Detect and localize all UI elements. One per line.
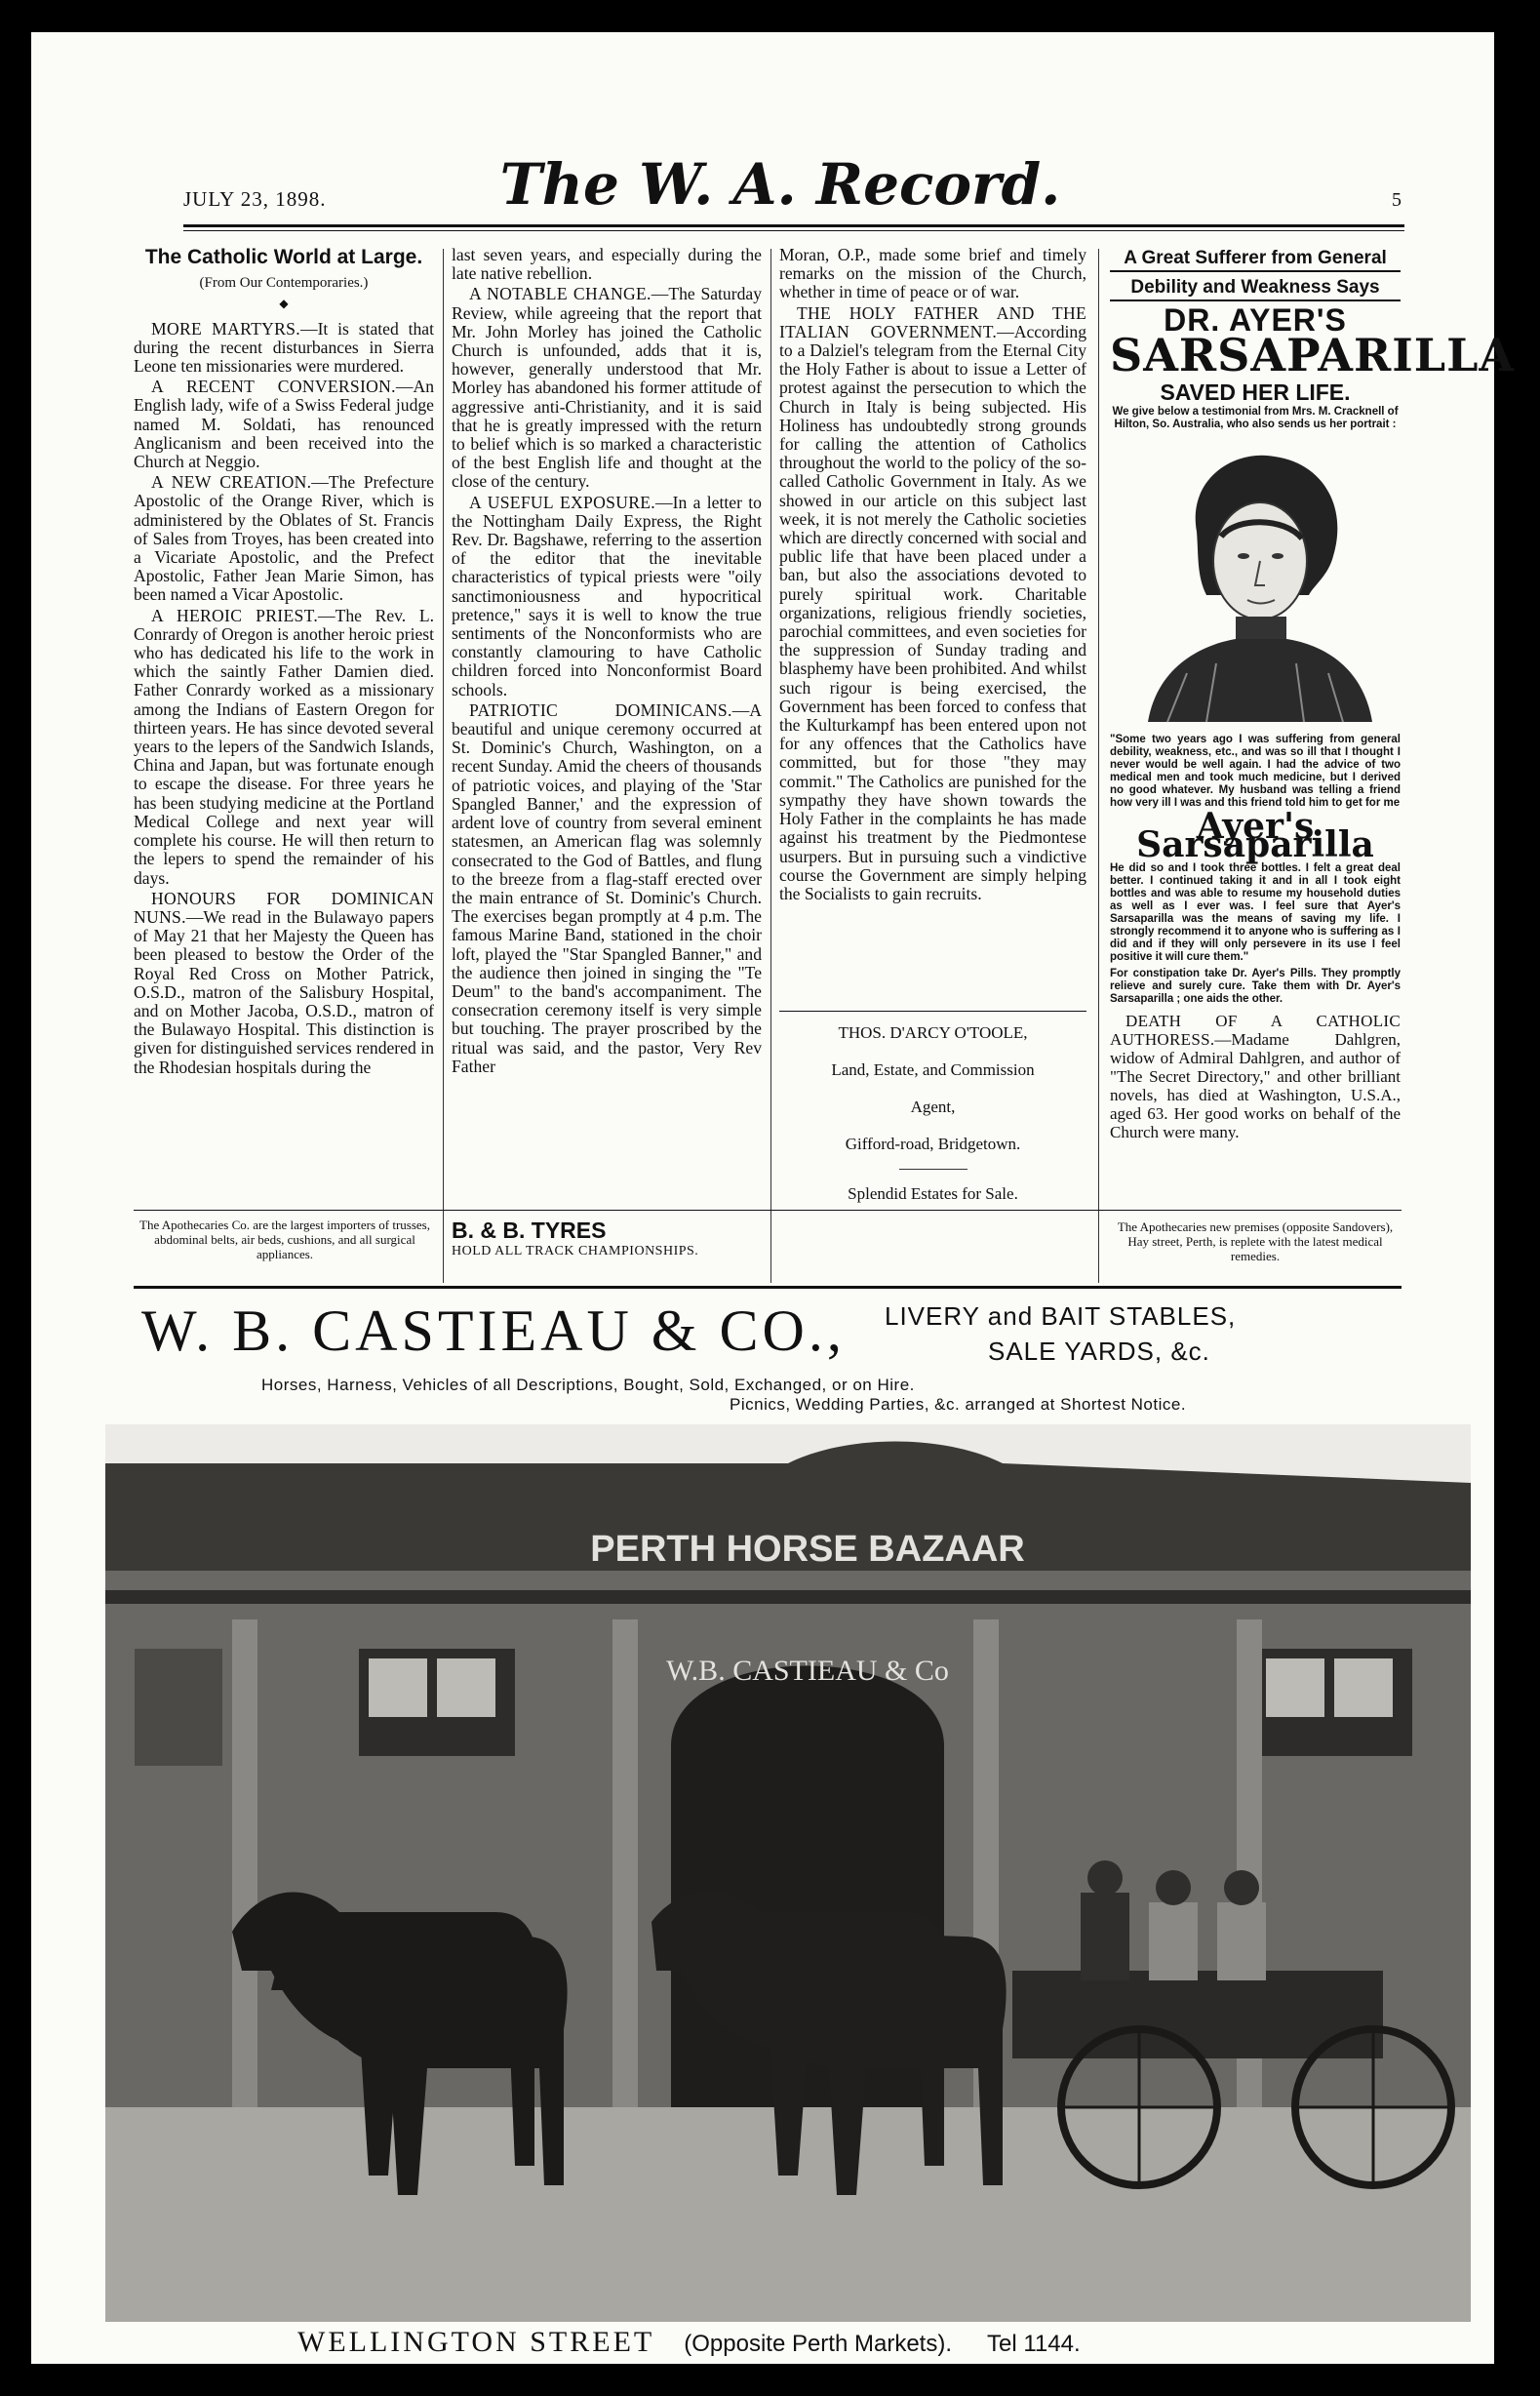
article-heading: The Catholic World at Large.	[144, 246, 423, 268]
paragraph-label: PATRIOTIC DOMINICANS.	[469, 699, 732, 720]
issue-date: JULY 23, 1898.	[183, 187, 327, 211]
paragraph: A RECENT CONVERSION.—An English lady, wife of a Swiss Federal judge named M. Soldati, has renounced Anglicanism and been received into the Church at Neggio.	[134, 377, 434, 472]
paragraph-label: A HEROIC PRIEST.	[151, 605, 319, 625]
ad-headline: A Great Sufferer from General	[1110, 249, 1401, 272]
paragraph: THE HOLY FATHER AND THE ITALIAN GOVERNMENT.—According to a Dalziel's telegram from the Eternal City the Holy Father is about to issue a Letter of protest against the persecution to which the Church in Italy is being subjected. His Holiness has undoubtedly strong grounds for calling the attention of Catholics throughout the world to the policy of the so-called Catholic Government in Italy. As we showed in our article on this subject last week, it is not merely the Catholic societies which are directly concerned with social and public life that have been placed under a ban, but also the associations devoted to purely spiritual work. Charitable organizations, religious friendly societies, parochial committees, and even societies for the suppression of Sunday trading and blasphemy have been prohibited. And whilst such rigour is being exercised, the Government has been forced to confess that the Kulturkampf has been entered upon not for any offences that the Catholics have committed, but for those "they may commit." The Catholics are punished for the sympathy they have shown towards the Holy Father in the complaints he has made against his treatment by the Piedmontese usurpers. But in pursuing such a vindictive course the Government are simply helping the Socialists to gain recruits.	[779, 302, 1086, 903]
page-header	[151, 146, 1409, 224]
ad-slogan: SAVED HER LIFE.	[1160, 379, 1351, 405]
header-rule	[183, 224, 1404, 227]
paragraph: A HEROIC PRIEST.—The Rev. L. Conrardy of Oregon is another heroic priest who has dedicated his life to the work in which the saintly Father Damien died. Father Conrardy worked as a missionary among the Indians of Eastern Oregon for thirteen years. He has since devoted several years to the lepers of the Sandwich Islands, China and Japan, but was fortunate enough to escape the disease. For three years he has been studying medicine at the Portland Medical College and next year will complete his course. He will then return to the lepers to spend the remainder of his days.	[134, 605, 434, 888]
street-name: WELLINGTON STREET	[297, 2326, 655, 2358]
apothecaries-ad-right: The Apothecaries new premises (opposite Sandovers), Hay street, Perth, is replete with the latest medical remedies.	[1117, 1219, 1394, 1263]
tyres-advert: B. & B. TYRES HOLD ALL TRACK CHAMPIONSHIPS.	[452, 1218, 762, 1259]
sign-perth-horse-bazaar: PERTH HORSE BAZAAR	[590, 1529, 1025, 1570]
paragraph: A USEFUL EXPOSURE.—In a letter to the Nottingham Daily Express, the Right Rev. Dr. Bagshawe, referring to the assertion of the editor that the inevitable characteristics of typical priests were "oily sanctimoniousness and hypocritical pretence," says it is well to know the true sentiments of the Nonconformists who are constantly clamouring to have Catholic children forced into Nonconformist Board schools.	[452, 492, 762, 699]
paragraph: MORE MARTYRS.—It is stated that during the recent disturbances in Sierra Leone ten missionaries were murdered.	[134, 318, 434, 377]
brand-name: DR. AYER'S	[1164, 302, 1347, 339]
column-divider	[443, 249, 444, 1283]
paragraph-label: A NOTABLE CHANGE.	[469, 284, 652, 304]
telephone: Tel 1144.	[987, 2331, 1081, 2357]
section-rule	[134, 1286, 1402, 1289]
page-number: 5	[1392, 189, 1402, 211]
paragraph-label: THE HOLY FATHER AND THE ITALIAN GOVERNMENT.	[779, 302, 1086, 341]
brand-product: SARSAPARILLA	[1110, 328, 1516, 381]
paragraph: HONOURS FOR DOMINICAN NUNS.—We read in the Bulawayo papers of May 21 that her Majesty the Queen has been pleased to bestow the Order of the Royal Red Cross on Mother Patrick, O.S.D., matron of the Salisbury Hospital, and on Mother Jacoba, O.S.D., matron of the Bulawayo Hospital. This distinction is given for distinguished services rendered in the Rhodesian hospitals during the	[134, 888, 434, 1077]
article-column-1	[134, 246, 434, 1207]
header-rule-thin	[183, 230, 1404, 231]
article-column-2	[452, 246, 762, 1207]
ad-headline-2: Debility and Weakness Says	[1110, 278, 1401, 301]
ornament: ◆	[279, 297, 289, 311]
advertiser-name: THOS. D'ARCY O'TOOLE,	[838, 1023, 1028, 1042]
column-divider	[1098, 249, 1099, 1283]
masthead: The W. A. Record.	[499, 151, 1061, 218]
footer-rule	[134, 1210, 1402, 1211]
sign-castieau: W.B. CASTIEAU & Co	[666, 1655, 949, 1687]
product-name: Ayer's Sarsaparilla	[1136, 806, 1374, 866]
otoole-advert: THOS. D'ARCY O'TOOLE, Land, Estate, and Commission Agent, Gifford-road, Bridgetown. Splendid Estates for Sale.	[779, 1015, 1086, 1213]
article-column-3	[779, 246, 1086, 1002]
woman-portrait-image	[1128, 439, 1382, 722]
paragraph-label: A USEFUL EXPOSURE.	[469, 492, 655, 512]
paragraph-label: MORE MARTYRS.	[151, 318, 300, 339]
paragraph-label: HONOURS FOR DOMINICAN NUNS.	[134, 888, 434, 927]
divider	[899, 1169, 967, 1170]
death-notice: DEATH OF A CATHOLIC AUTHORESS.—Madame Dahlgren, widow of Admiral Dahlgren, and author of "The Secret Directory," and other brilliant novels, has died at Washington, U.S.A., aged 63. Her good works on behalf of the Church were many.	[1110, 1012, 1401, 1142]
ayer-advert: A Great Sufferer from General Debility and Weakness Says DR. AYER'S SARSAPARILLA SAVED HER LIFE. We give below a testimonial from Mrs. M. Cracknell of Hilton, So. Australia, who also sends us her portrait : "Some two years ago I was suffering from general debility, weakness, etc., and was so ill that I thought I never would be well again. I had the advice of two medical men and took much medicine, but I derived no good whatever. My husband was telling a friend how very ill I was and this friend told him to get for me Ayer's Sarsaparilla He did so and I took three bottles. I felt a great deal better. I continued taking it and in all I took eight bottles and was able to resume my household duties as well as I ever was. I feel sure that Ayer's Sarsaparilla was the means of saving my life. I strongly recommend it to anyone who is suffering as I did and if they will only persevere in its use I feel positive it will cure them." For constipation take Dr. Ayer's Pills. They promptly relieve and surely cure. Take them with Dr. Ayer's Sarsaparilla ; one aids the other. DEATH OF A CATHOLIC AUTHORESS.—Madame Dahlgren, widow of Admiral Dahlgren, and author of "The Secret Directory," and other brilliant novels, has died at Washington, U.S.A., aged 63. Her good works on behalf of the Church were many.	[1110, 248, 1516, 1142]
column-divider	[770, 249, 771, 1283]
paragraph: A NOTABLE CHANGE.—The Saturday Review, while agreeing that the report that Mr. John Morley has joined the Catholic Church is unfounded, adds that it is, however, generally understood that Mr. Morley has abandoned his former attitude of aggressive anti-Christianity, and it is said that he is greatly impressed with the return to belief which is so marked a characteristic of the best English life and thought at the close of the century.	[452, 284, 762, 492]
paragraph-label: A RECENT CONVERSION.	[151, 377, 396, 397]
paragraph: A NEW CREATION.—The Prefecture Apostolic of the Orange River, which is administered by the Oblates of St. Francis of Sales from Troyes, has been created into a Vicariate Apostolic, and the Prefect Apostolic, Father Jean Marie Simon, has been named a Vicar Apostolic.	[134, 472, 434, 605]
paragraph: PATRIOTIC DOMINICANS.—A beautiful and unique ceremony occurred at St. Dominic's Church, Washington, on a recent Sunday. Amid the cheers of thousands of patriotic voices, and playing of the 'Star Spangled Banner,' and the expression of ardent love of country from several eminent statesmen, an American flag was solemnly consecrated to the God of Battles, and flung to the breeze from a flag-staff erected over the main entrance of St. Dominic's Church. The exercises began promptly at 4 p.m. The famous Marine Band, stationed in the choir loft, played the "Star Spangled Banner," and the audience then joined in singing the "Te Deum" to the band's accompaniment. The consecration ceremony itself is very simple but touching. The prayer proscribed by the ritual was said, and the pastor, Very Rev Father	[452, 699, 762, 1076]
ad-rule	[779, 1011, 1086, 1012]
apothecaries-ad-left: The Apothecaries Co. are the largest importers of trusses, abdominal belts, air beds, cushions, and all surgical appliances.	[139, 1218, 430, 1261]
paragraph: Moran, O.P., made some brief and timely remarks on the mission of the Church, whether in time of peace or of war.	[779, 245, 1086, 302]
paragraph: last seven years, and especially during the late native rebellion.	[452, 245, 762, 284]
perth-horse-bazaar-photo	[105, 1424, 1471, 2322]
company-name: W. B. CASTIEAU & CO.,	[141, 1298, 846, 1363]
paragraph-label: A NEW CREATION.	[151, 472, 312, 493]
tyres-title: B. & B. TYRES	[452, 1218, 607, 1243]
article-source: (From Our Contemporaries.)	[199, 275, 369, 292]
photo-caption: WELLINGTON STREET (Opposite Perth Markets). Tel 1144.	[297, 2326, 1081, 2358]
